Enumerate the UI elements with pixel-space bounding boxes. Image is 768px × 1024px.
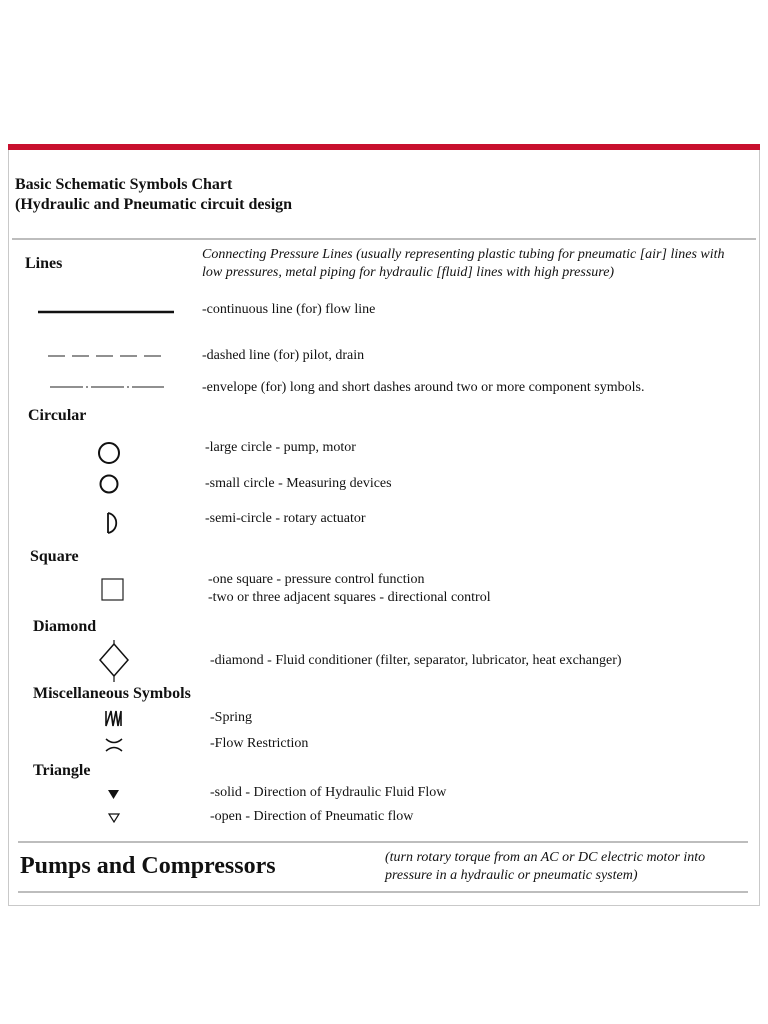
diamond-icon <box>96 640 132 684</box>
divider-pumps-top <box>18 841 748 843</box>
triangle-item-open: -open - Direction of Pneumatic flow <box>210 809 414 824</box>
solid-triangle-icon <box>107 788 121 800</box>
square-icon <box>101 578 125 602</box>
triangle-item-solid: -solid - Direction of Hydraulic Fluid Flow <box>210 785 447 800</box>
divider-top <box>12 238 756 240</box>
diamond-item: -diamond - Fluid conditioner (filter, separator, lubricator, heat exchanger) <box>210 653 622 668</box>
semi-circle-icon <box>106 511 122 537</box>
lines-intro-text: Connecting Pressure Lines (usually representing plastic tubing for pneumatic [air] lines with low pressures, metal piping for hydraulic [fluid] lines with high pressure) <box>202 247 725 280</box>
circular-item-semi: -semi-circle - rotary actuator <box>205 511 366 526</box>
lines-item-envelope: -envelope (for) long and short dashes around two or more component symbols. <box>202 380 645 395</box>
divider-pumps-bottom <box>18 891 748 893</box>
circular-item-small: -small circle - Measuring devices <box>205 476 392 491</box>
section-square-label: Square <box>30 548 79 565</box>
section-triangle-label: Triangle <box>33 762 91 779</box>
large-circle-icon <box>96 440 122 466</box>
square-item-one: -one square - pressure control function <box>208 572 425 587</box>
circular-item-large: -large circle - pump, motor <box>205 440 356 455</box>
top-accent-bar <box>8 144 760 150</box>
lines-item-continuous: -continuous line (for) flow line <box>202 302 376 317</box>
section-lines-label: Lines <box>25 255 63 272</box>
title-line-2: (Hydraulic and Pneumatic circuit design <box>15 196 293 213</box>
square-item-adjacent: -two or three adjacent squares - directional control <box>208 590 491 605</box>
open-triangle-icon <box>108 812 122 824</box>
section-diamond-label: Diamond <box>33 618 97 635</box>
pumps-heading: Pumps and Compressors <box>20 853 276 879</box>
lines-item-dashed: -dashed line (for) pilot, drain <box>202 348 365 363</box>
section-circular-label: Circular <box>28 407 87 424</box>
continuous-line-icon <box>38 305 176 317</box>
section-misc-label: Miscellaneous Symbols <box>33 685 191 702</box>
pumps-note: (turn rotary torque from an AC or DC electric motor into pressure in a hydraulic or pneumatic system) <box>385 850 706 883</box>
misc-item-flow-restriction: -Flow Restriction <box>210 736 309 751</box>
spring-icon <box>104 709 126 729</box>
small-circle-icon <box>99 474 121 496</box>
envelope-line-icon <box>50 381 166 393</box>
dashed-line-icon <box>48 350 166 362</box>
page-title <box>15 175 292 215</box>
flow-restriction-icon <box>104 737 126 753</box>
misc-item-spring: -Spring <box>210 710 252 725</box>
title-line-1: Basic Schematic Symbols Chart <box>15 176 233 193</box>
